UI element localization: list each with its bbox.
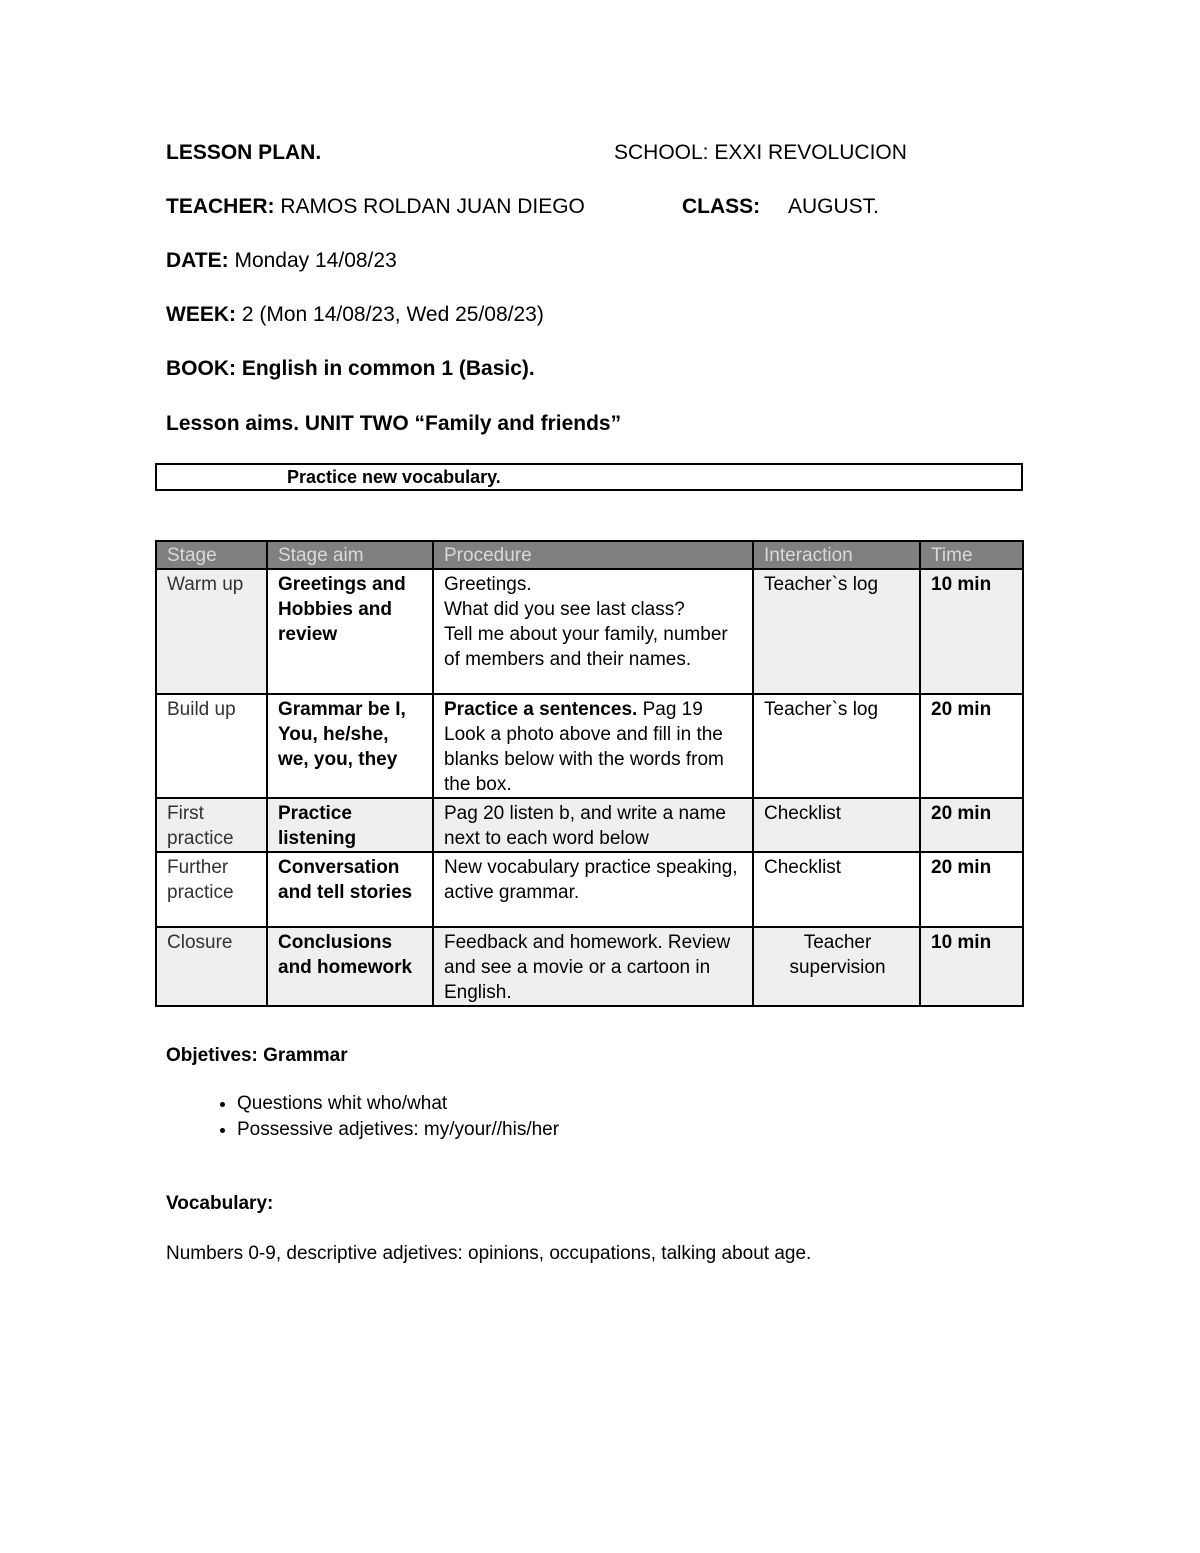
procedure-text: New vocabulary practice speaking, active grammar.	[444, 857, 738, 903]
list-item: • Questions whit who/what	[237, 1091, 559, 1117]
lesson-aim-box	[155, 463, 1023, 491]
procedure-bold: Practice a sentences.	[444, 699, 638, 720]
procedure-cell	[433, 927, 753, 1006]
table-row	[156, 694, 1023, 798]
procedure-cell	[433, 798, 753, 852]
stage-aim-cell: Greetings and Hobbies and review	[267, 569, 433, 694]
procedure-text: Pag 19 Look a photo above and fill in the blanks below with the words from the box.	[444, 699, 724, 795]
time-cell: 20 min	[920, 694, 1023, 798]
vocabulary-text: Numbers 0-9, descriptive adjetives: opinions, occupations, talking about age.	[166, 1243, 812, 1264]
stage-cell: Further practice	[156, 852, 267, 927]
school-name: SCHOOL: EXXI REVOLUCION	[614, 141, 907, 164]
time-cell: 20 min	[920, 798, 1023, 852]
week-line	[166, 303, 544, 327]
date-value: Monday 14/08/23	[234, 249, 397, 272]
lesson-plan-table	[155, 540, 1024, 1007]
table-header-row	[156, 541, 1023, 569]
interaction-cell: Checklist	[753, 798, 920, 852]
stage-cell: Closure	[156, 927, 267, 1006]
lesson-aim-text: Practice new vocabulary.	[287, 467, 501, 487]
procedure-text: Greetings. What did you see last class? Tell me about your family, number of members and their names.	[444, 574, 728, 670]
stage-cell: Build up	[156, 694, 267, 798]
stage-aim-cell: Practice listening	[267, 798, 433, 852]
table-row	[156, 798, 1023, 852]
time-cell: 10 min	[920, 569, 1023, 694]
date-line	[166, 249, 397, 273]
stage-aim-cell: Conversation and tell stories	[267, 852, 433, 927]
lesson-plan-title: LESSON PLAN.	[166, 141, 322, 164]
interaction-cell: Teacher`s log	[753, 569, 920, 694]
header-time: Time	[920, 541, 1023, 569]
date-label: DATE:	[166, 249, 229, 272]
teacher-value: RAMOS ROLDAN JUAN DIEGO	[280, 195, 585, 218]
stage-cell: Warm up	[156, 569, 267, 694]
procedure-text: Feedback and homework. Review and see a movie or a cartoon in English.	[444, 932, 731, 1003]
stage-aim-cell: Conclusions and homework	[267, 927, 433, 1006]
vocabulary-label: Vocabulary:	[166, 1193, 274, 1214]
procedure-cell	[433, 852, 753, 927]
procedure-cell	[433, 569, 753, 694]
lesson-aims-line: Lesson aims. UNIT TWO “Family and friends”	[166, 412, 622, 435]
week-value: 2 (Mon 14/08/23, Wed 25/08/23)	[241, 303, 544, 326]
stage-cell: First practice	[156, 798, 267, 852]
book-line: BOOK: English in common 1 (Basic).	[166, 357, 535, 380]
procedure-text: Pag 20 listen b, and write a name next to each word below	[444, 803, 727, 849]
header-stage-aim: Stage aim	[267, 541, 433, 569]
header-stage: Stage	[156, 541, 267, 569]
objectives-label: Objetives: Grammar	[166, 1045, 348, 1066]
table-row	[156, 569, 1023, 694]
header-procedure: Procedure	[433, 541, 753, 569]
table-row	[156, 927, 1023, 1006]
teacher-label: TEACHER:	[166, 195, 275, 218]
table-row	[156, 852, 1023, 927]
class-value: AUGUST.	[788, 195, 880, 218]
interaction-cell: Checklist	[753, 852, 920, 927]
interaction-cell: Teacher`s log	[753, 694, 920, 798]
header-interaction: Interaction	[753, 541, 920, 569]
time-cell: 20 min	[920, 852, 1023, 927]
objectives-list	[166, 1091, 559, 1143]
interaction-cell: Teacher supervision	[753, 927, 920, 1006]
procedure-cell	[433, 694, 753, 798]
stage-aim-cell: Grammar be I, You, he/she, we, you, they	[267, 694, 433, 798]
list-item: • Possessive adjetives: my/your//his/her	[237, 1117, 559, 1143]
teacher-line	[166, 195, 585, 219]
time-cell: 10 min	[920, 927, 1023, 1006]
week-label: WEEK:	[166, 303, 236, 326]
class-label: CLASS:	[682, 195, 761, 218]
